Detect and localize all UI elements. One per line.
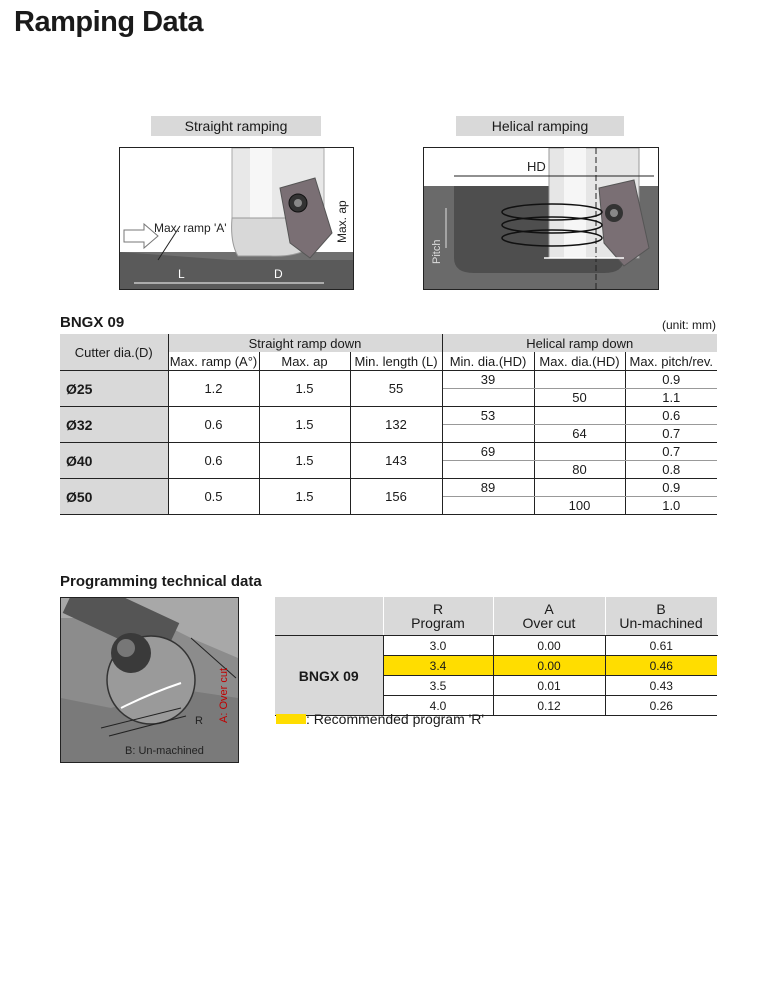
max-dia-cell — [534, 443, 625, 461]
over-cut-header: A Over cut — [493, 597, 605, 636]
max-ramp-cell: 0.5 — [168, 479, 259, 515]
table-row — [60, 443, 717, 461]
max-pitch-cell: 0.7 — [625, 443, 717, 461]
b-cell: 0.43 — [605, 676, 717, 696]
l-label: L — [178, 267, 185, 281]
hd-label: HD — [527, 159, 546, 174]
min-dia-cell: 39 — [442, 371, 534, 389]
a-cell: 0.12 — [493, 696, 605, 716]
max-pitch-cell: 0.9 — [625, 479, 717, 497]
insert-name-cell: BNGX 09 — [275, 636, 383, 716]
max-pitch-header: Max. pitch/rev. — [625, 352, 717, 371]
recommended-legend: : Recommended program 'R' — [306, 711, 485, 727]
max-pitch-cell: 0.6 — [625, 407, 717, 425]
unit-label: (unit: mm) — [662, 318, 716, 332]
max-ramp-cell: 0.6 — [168, 407, 259, 443]
max-ap-label: Max. ap — [335, 200, 349, 243]
r-cell: 3.0 — [383, 636, 493, 656]
max-dia-cell — [534, 479, 625, 497]
table-row — [275, 636, 717, 656]
straight-ramp-header: Straight ramp down — [168, 334, 442, 352]
min-dia-header: Min. dia.(HD) — [442, 352, 534, 371]
over-cut-label: A: Over cut — [218, 667, 230, 723]
max-pitch-cell: 0.7 — [625, 425, 717, 443]
unmachined-header: B Un-machined — [605, 597, 717, 636]
a-cell: 0.00 — [493, 656, 605, 676]
helical-ramp-header: Helical ramp down — [442, 334, 717, 352]
a-cell: 0.00 — [493, 636, 605, 656]
min-length-header: Min. length (L) — [350, 352, 442, 371]
min-length-cell: 143 — [350, 443, 442, 479]
r-cell: 3.4 — [383, 656, 493, 676]
max-dia-cell: 50 — [534, 389, 625, 407]
max-pitch-cell: 0.8 — [625, 461, 717, 479]
min-dia-cell — [442, 425, 534, 443]
max-dia-cell — [534, 407, 625, 425]
b-cell: 0.46 — [605, 656, 717, 676]
max-ap-cell: 1.5 — [259, 371, 350, 407]
helical-ramping-figure — [423, 147, 659, 290]
max-ap-cell: 1.5 — [259, 407, 350, 443]
blank-header — [275, 597, 383, 636]
cutter-dia-cell: Ø40 — [60, 443, 168, 479]
max-ap-header: Max. ap — [259, 352, 350, 371]
max-pitch-cell: 0.9 — [625, 371, 717, 389]
max-ramp-label: Max. ramp 'A' — [154, 221, 227, 235]
programming-title: Programming technical data — [60, 573, 262, 590]
max-ap-cell: 1.5 — [259, 479, 350, 515]
cutter-dia-header: Cutter dia.(D) — [60, 334, 168, 371]
max-dia-cell: 64 — [534, 425, 625, 443]
straight-ramping-label: Straight ramping — [151, 116, 321, 136]
max-dia-cell: 100 — [534, 497, 625, 515]
min-dia-cell — [442, 461, 534, 479]
b-cell: 0.61 — [605, 636, 717, 656]
max-pitch-cell: 1.0 — [625, 497, 717, 515]
max-ramp-cell: 1.2 — [168, 371, 259, 407]
table-row — [60, 479, 717, 497]
r-cell: 3.5 — [383, 676, 493, 696]
min-dia-cell: 69 — [442, 443, 534, 461]
d-label: D — [274, 267, 283, 281]
min-length-cell: 55 — [350, 371, 442, 407]
r-label: R — [195, 715, 203, 727]
cutter-dia-cell: Ø25 — [60, 371, 168, 407]
max-pitch-cell: 1.1 — [625, 389, 717, 407]
ramping-data-table — [60, 334, 717, 515]
pitch-label: Pitch — [431, 239, 443, 264]
programming-table — [275, 597, 718, 716]
unmachined-label: B: Un-machined — [125, 745, 204, 757]
max-dia-header: Max. dia.(HD) — [534, 352, 625, 371]
min-length-cell: 132 — [350, 407, 442, 443]
cutter-dia-cell: Ø32 — [60, 407, 168, 443]
max-ramp-cell: 0.6 — [168, 443, 259, 479]
r-cell: 4.0 — [383, 696, 493, 716]
table-row — [60, 407, 717, 425]
cutter-dia-cell: Ø50 — [60, 479, 168, 515]
a-cell: 0.01 — [493, 676, 605, 696]
table-row — [60, 371, 717, 389]
straight-ramping-figure — [119, 147, 354, 290]
page-title: Ramping Data — [14, 6, 203, 38]
min-dia-cell — [442, 497, 534, 515]
recommended-swatch — [276, 714, 306, 724]
max-dia-cell — [534, 371, 625, 389]
min-length-cell: 156 — [350, 479, 442, 515]
min-dia-cell: 89 — [442, 479, 534, 497]
min-dia-cell: 53 — [442, 407, 534, 425]
helical-ramping-label: Helical ramping — [456, 116, 624, 136]
programming-figure — [60, 597, 239, 763]
max-ap-cell: 1.5 — [259, 443, 350, 479]
max-dia-cell: 80 — [534, 461, 625, 479]
b-cell: 0.26 — [605, 696, 717, 716]
bngx-table-title: BNGX 09 — [60, 314, 125, 331]
r-program-header: R Program — [383, 597, 493, 636]
min-dia-cell — [442, 389, 534, 407]
max-ramp-header: Max. ramp (A°) — [169, 353, 258, 369]
